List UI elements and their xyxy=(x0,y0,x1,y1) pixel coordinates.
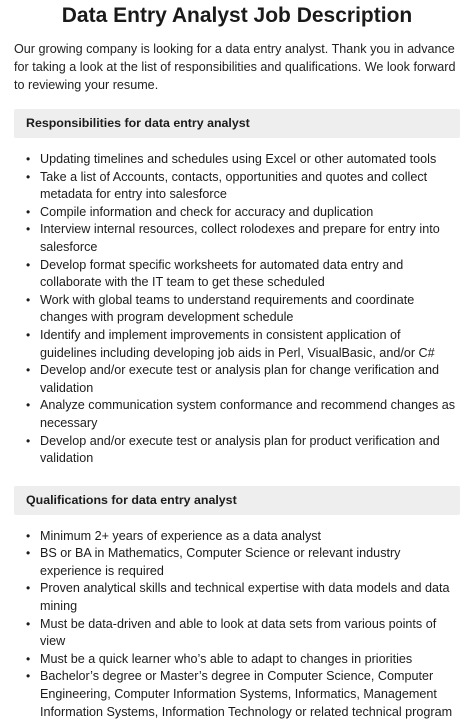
qualification-item: • Must be a quick learner who’s able to adapt to changes in priorities xyxy=(40,651,460,669)
responsibilities-heading: Responsibilities for data entry analyst xyxy=(14,109,460,138)
responsibility-item: • Work with global teams to understand requirements and coordinate changes with program development schedule xyxy=(26,292,415,325)
qualification-item: • Minimum 2+ years of experience as a data analyst xyxy=(40,528,460,546)
qualifications-list xyxy=(14,528,460,721)
responsibility-item: • Updating timelines and schedules using Excel or other automated tools xyxy=(40,151,460,169)
bullet-icon: • xyxy=(26,222,31,237)
bullet-icon: • xyxy=(26,152,31,166)
bullet-icon: • xyxy=(26,433,31,448)
responsibility-item: • Develop and/or execute test or analysis plan for product verification and validation xyxy=(26,433,440,466)
bullet-icon: • xyxy=(26,651,31,666)
qualification-item: • Proven analytical skills and technical expertise with data models and data mining xyxy=(26,581,450,614)
bullet-icon: • xyxy=(26,169,31,184)
responsibility-item: • Develop format specific worksheets for automated data entry and collaborate with the IT team to get these scheduled xyxy=(26,257,404,290)
responsibility-item: • Interview internal resources, collect rolodexes and prepare for entry into salesforce xyxy=(26,222,440,254)
bullet-icon: • xyxy=(26,528,31,543)
bullet-icon: • xyxy=(26,581,31,596)
responsibility-item: • Develop and/or execute test or analysis plan for change verification and validation xyxy=(26,363,440,395)
bullet-icon: • xyxy=(26,398,31,413)
responsibility-item: • Analyze communication system conformance and recommend changes as necessary xyxy=(26,398,456,430)
bullet-icon: • xyxy=(26,204,31,219)
bullet-icon: • xyxy=(26,616,31,631)
bullet-icon: • xyxy=(26,257,31,272)
bullet-icon: • xyxy=(26,363,31,378)
responsibility-item: • Compile information and check for accuracy and duplication xyxy=(40,204,460,222)
intro-paragraph: Our growing company is looking for a data entry analyst. Thank you in advance for taking a look at the list of responsibilities and qualifications. We look forward to reviewing your resume. xyxy=(14,42,456,92)
responsibility-item: • Take a list of Accounts, contacts, opportunities and quotes and collect metadata for entry into salesforce xyxy=(26,169,428,202)
responsibility-item: • Identify and implement improvements in consistent application of guidelines including developing job aids in Perl, VisualBasic, and/or C# xyxy=(26,327,435,360)
qualification-item: • Bachelor’s degree or Master’s degree in Computer Science, Computer Engineering, Computer Information Systems, Informatics, Management Information Systems, Information Technology or related technical program xyxy=(26,669,453,719)
page-title: Data Entry Analyst Job Description xyxy=(61,4,413,27)
qualification-item: • Must be data-driven and able to look at data sets from various points of view xyxy=(26,616,437,649)
qualification-item: • BS or BA in Mathematics, Computer Science or relevant industry experience is required xyxy=(26,546,401,578)
responsibilities-list xyxy=(14,151,460,468)
bullet-icon: • xyxy=(26,546,31,561)
qualifications-heading: Qualifications for data entry analyst xyxy=(14,486,460,515)
bullet-icon: • xyxy=(26,292,31,307)
bullet-icon: • xyxy=(26,327,31,342)
bullet-icon: • xyxy=(26,669,31,684)
